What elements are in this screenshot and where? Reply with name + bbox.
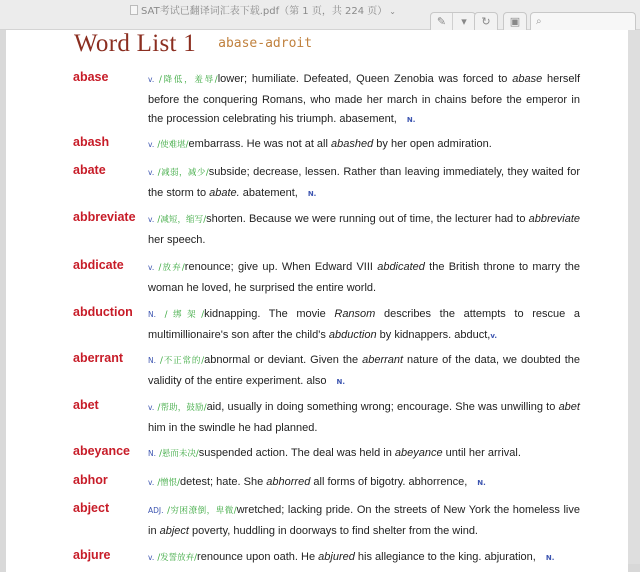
derived-pos-tag: v. — [490, 331, 498, 340]
page-title: Word List 1 — [74, 30, 197, 57]
italic-example-word: abjured — [318, 551, 355, 563]
headword: abet — [73, 398, 99, 412]
definition-text: the British throne to marry the woman he loved, he surprised the entire world. — [148, 261, 580, 294]
chinese-gloss: /帮助，鼓励/ — [157, 403, 207, 413]
definition — [148, 444, 580, 465]
italic-example-word: abeyance — [394, 447, 443, 459]
markup-toolbar-group — [430, 12, 476, 30]
definition — [148, 351, 580, 392]
definition-text: herself before the conquering Romans, who made her march in chains before the emperor in the procession celebrating his triumph. abasement, — [148, 73, 581, 125]
definition-text: all forms of bigotry. abhorrence, — [310, 476, 468, 488]
italic-example-word: abhorred — [266, 476, 311, 488]
definition-text: by her open admiration. — [373, 138, 492, 150]
definition-text: until her arrival. — [442, 447, 521, 459]
chinese-gloss: /减弱，减少/ — [157, 168, 209, 178]
headword: abash — [73, 135, 110, 149]
italic-example-word: abduction — [328, 328, 377, 341]
definition-text: abatement, — [239, 186, 298, 199]
part-of-speech: N. — [148, 449, 156, 458]
chinese-gloss: /憎恨/ — [157, 478, 181, 488]
chevron-down-icon[interactable]: ⌄ — [389, 7, 396, 16]
definition — [148, 473, 580, 494]
definition-text: subside; decrease, lessen. Rather than leaving immediately, they waited for the storm to — [148, 166, 580, 199]
definition-text: shorten. Because we were running out of time, the lecturer had to — [206, 213, 529, 225]
document-title[interactable] — [130, 2, 396, 17]
definition-text: aid, usually in doing something wrong; encourage. She was unwilling to — [206, 401, 559, 413]
rotate-icon: ↻ — [481, 16, 491, 28]
pen-icon[interactable]: ✎ — [431, 13, 453, 30]
italic-example-word: abbreviate — [528, 213, 580, 225]
italic-example-word: abate. — [209, 186, 240, 199]
headword: abate — [73, 163, 106, 177]
headword: abject — [73, 501, 110, 515]
part-of-speech: v. — [148, 553, 155, 562]
italic-example-word: aberrant — [362, 354, 404, 366]
definition — [148, 305, 580, 346]
part-of-speech: v. — [148, 140, 155, 149]
part-of-speech: v. — [148, 215, 155, 224]
definition-text: describes the attempts to rescue a multimillionaire's son after the child's — [148, 308, 580, 341]
toolbox-button[interactable] — [503, 12, 527, 30]
definition-text: by kidnappers. abduct, — [376, 328, 491, 341]
definition — [148, 548, 580, 569]
definition — [148, 70, 580, 131]
derived-pos-tag: N. — [545, 554, 555, 562]
italic-example-word: abase — [512, 73, 543, 85]
definition-text: him in the swindle he had planned. — [148, 421, 318, 434]
definition-text: abnormal or deviant. Given the — [204, 354, 363, 366]
chinese-gloss: /放弃/ — [158, 263, 185, 273]
italic-example-word: abdicated — [377, 261, 425, 273]
chinese-gloss: /减短，缩写/ — [157, 215, 207, 225]
search-input[interactable] — [530, 12, 636, 30]
definition — [148, 501, 580, 541]
italic-example-word: abject — [159, 524, 189, 537]
definition — [148, 135, 580, 156]
headword: abhor — [73, 473, 108, 487]
search-icon: ⌕ — [536, 16, 542, 27]
italic-example-word: abet — [558, 401, 580, 413]
word-range: abase-adroit — [218, 36, 313, 51]
part-of-speech: v. — [148, 403, 155, 412]
derived-pos-tag: N. — [406, 116, 416, 124]
chinese-gloss: /绑架/ — [164, 310, 205, 320]
window-toolbar — [0, 0, 640, 30]
definition-text: renounce upon oath. He — [197, 551, 319, 563]
definition-text: poverty, huddling in doorways to find shelter from the wind. — [188, 524, 478, 537]
derived-pos-tag: N. — [477, 479, 486, 487]
definition-text: wretched; lacking pride. On the streets of New York the homeless live in — [148, 504, 580, 537]
chinese-gloss: /穷困潦倒，卑微/ — [167, 506, 237, 516]
rotate-button[interactable] — [474, 12, 498, 30]
markup-dropdown-icon[interactable]: ▾ — [461, 16, 467, 28]
definition-text: his allegiance to the king. abjuration, — [354, 551, 536, 563]
definition — [148, 210, 580, 250]
definition — [148, 163, 580, 204]
part-of-speech: v. — [148, 75, 155, 84]
pdf-page — [6, 30, 628, 572]
word-list-header — [74, 30, 312, 58]
toolbox-icon: ▣ — [509, 16, 521, 28]
definition — [148, 258, 580, 298]
derived-pos-tag: N. — [336, 377, 346, 386]
definition-text: embarrass. He was not at all — [188, 138, 331, 150]
chinese-gloss: /悬而未决/ — [159, 449, 199, 459]
pdf-file-icon — [130, 5, 138, 15]
part-of-speech: v. — [148, 168, 155, 177]
derived-pos-tag: N. — [307, 189, 317, 198]
definition-text: kidnapping. The movie — [204, 308, 335, 320]
headword: abase — [73, 70, 109, 84]
definition-text: suspended action. The deal was held in — [198, 447, 395, 459]
definition-text: detest; hate. She — [180, 476, 267, 488]
part-of-speech: ADJ. — [148, 506, 164, 515]
definition-text: nature of the data, we doubted the validity of the entire experiment. also — [148, 354, 580, 387]
part-of-speech: N. — [148, 310, 156, 319]
definition-text: her speech. — [148, 233, 206, 246]
part-of-speech: v. — [148, 263, 155, 272]
scrollbar-track[interactable] — [628, 30, 640, 572]
headword: aberrant — [73, 351, 124, 365]
headword: abduction — [73, 305, 133, 319]
headword: abbreviate — [73, 210, 136, 224]
definition-text: lower; humiliate. Defeated, Queen Zenobia was forced to — [217, 73, 513, 85]
chinese-gloss: /降低，羞辱/ — [159, 75, 218, 85]
part-of-speech: N. — [148, 356, 156, 365]
part-of-speech: v. — [148, 478, 155, 487]
italic-example-word: abashed — [331, 138, 374, 150]
definition-text: renounce; give up. When Edward VIII — [184, 261, 378, 273]
headword: abeyance — [73, 444, 130, 458]
chinese-gloss: /不正常的/ — [159, 356, 205, 366]
chinese-gloss: /使难堪/ — [157, 140, 189, 150]
chinese-gloss: /发誓放弃/ — [157, 553, 198, 563]
definition — [148, 398, 580, 438]
headword: abdicate — [73, 258, 124, 272]
italic-example-word: Ransom — [334, 308, 376, 320]
headword: abjure — [73, 548, 111, 562]
document-title-text: SAT考试已翻译词汇表下载.pdf（第 1 页，共 224 页） — [141, 6, 388, 17]
